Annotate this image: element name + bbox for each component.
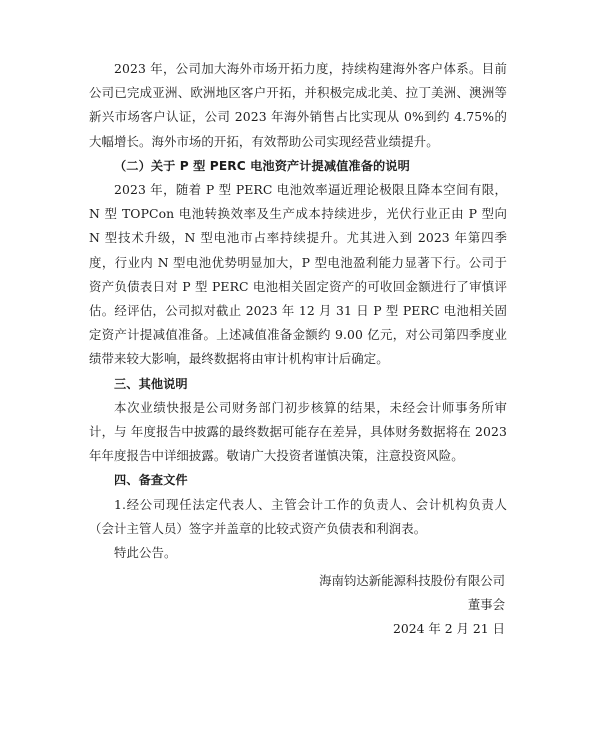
signature-block [319, 569, 505, 641]
overseas-market-paragraph: 2023 年，公司加大海外市场开拓力度，持续构建海外客户体系。目前公司已完成亚洲、欧洲地区客户开拓，并积极完成北美、拉丁美洲、澳洲等新兴市场客户认证，公司 2023 年海外销售占比实现从 0%到约 4.75%的大幅增长。海外市场的开拓，有效帮助公司实现经营业绩提升。 [89, 61, 507, 149]
board-label: 董事会 [467, 597, 505, 612]
body-text [89, 57, 507, 565]
section-4-heading: 四、备查文件 [114, 473, 188, 488]
section-3-heading: 三、其他说明 [114, 376, 188, 391]
section-4-item: 1.经公司现任法定代表人、主管会计工作的负责人、会计机构负责人（会计主管人员）签字并盖章的比较式资产负债表和利润表。 [89, 496, 507, 536]
announcement-date: 2024 年 2 月 21 日 [392, 621, 505, 636]
section-3-paragraph: 本次业绩快报是公司财务部门初步核算的结果，未经会计师事务所审计，与 年度报告中披露的最终数据可能存在差异，具体财务数据将在 2023 年年度报告中详细披露。敬请广大投资者谨慎决策，注意投资风险。 [89, 399, 507, 464]
closing-line: 特此公告。 [114, 545, 177, 561]
section-2-paragraph: 2023 年，随着 P 型 PERC 电池效率逼近理论极限且降本空间有限，N 型 TOPCon 电池转换效率及生产成本持续进步，光伏行业正由 P 型向 N 型技术升级，N 型电池市占率持续提升。尤其进入到 2023 年第四季度，行业内 N 型电池优势明显加大，P 型电池盈利能力显著下行。公司于资产负债表日对 P 型 PERC 电池相关固定资产的可收回金额进行了审慎评估。经评估，公司拟对截止 2023 年 12 月 31 日 P 型 PERC 电池相关固定资产计提减值准备。上述减值准备金额约 9.00 亿元，对公司第四季度业绩带来较大影响，最终数据将由审计机构审计后确定。 [89, 182, 507, 367]
company-name: 海南钧达新能源科技股份有限公司 [319, 573, 505, 588]
section-2-heading: （二）关于 P 型 PERC 电池资产计提减值准备的说明 [114, 158, 410, 173]
